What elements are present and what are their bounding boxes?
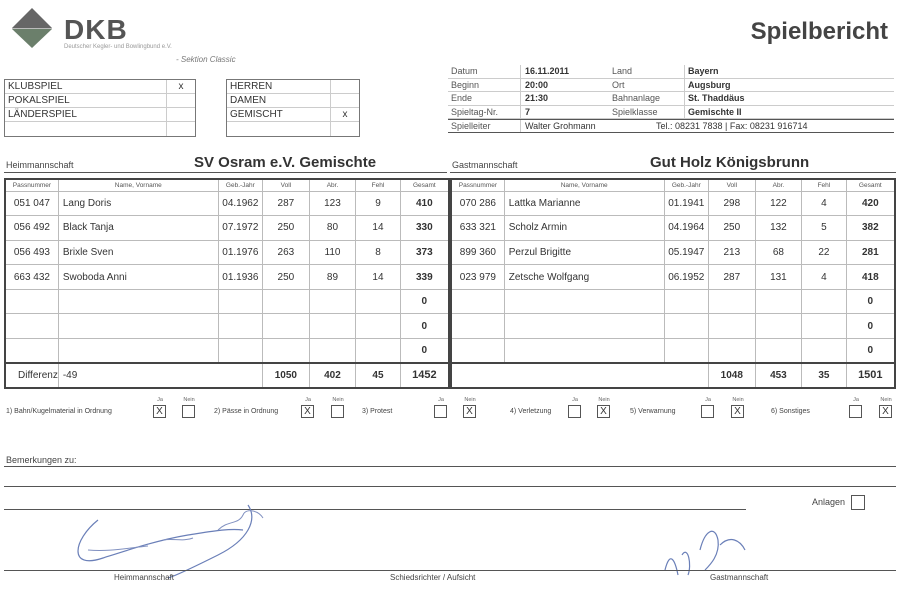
player-born[interactable]: 04.1964 bbox=[664, 216, 708, 241]
game-type-row bbox=[5, 108, 195, 122]
category-mark[interactable] bbox=[331, 94, 359, 107]
game-type-mark[interactable]: x bbox=[178, 81, 184, 92]
info-key: Land bbox=[612, 66, 633, 76]
player-fehl[interactable] bbox=[356, 314, 400, 339]
category-box bbox=[226, 79, 360, 137]
info-row bbox=[448, 92, 894, 106]
game-type-mark[interactable] bbox=[167, 108, 195, 121]
sum-abr: 453 bbox=[755, 363, 802, 388]
column-header: Voll bbox=[263, 179, 310, 191]
info-key: Spielklasse bbox=[612, 106, 658, 117]
info-value: St. Thaddäus bbox=[684, 92, 894, 105]
player-voll[interactable]: 298 bbox=[709, 191, 756, 216]
category-row bbox=[227, 108, 359, 122]
guest-team-name: Gut Holz Königsbrunn bbox=[650, 154, 810, 171]
table-row bbox=[451, 314, 895, 339]
player-voll[interactable] bbox=[263, 339, 310, 364]
info-key: Ende bbox=[451, 93, 473, 103]
attachments-label: Anlagen bbox=[812, 497, 846, 507]
attachments-checkbox[interactable] bbox=[851, 495, 865, 510]
category-row bbox=[227, 122, 359, 136]
player-name[interactable]: Black Tanja bbox=[58, 216, 218, 241]
player-born[interactable] bbox=[218, 314, 262, 339]
player-born[interactable] bbox=[664, 314, 708, 339]
game-type-row bbox=[5, 122, 195, 136]
player-abr[interactable]: 68 bbox=[755, 240, 802, 265]
player-pass[interactable] bbox=[451, 314, 504, 339]
column-header: Name, Vorname bbox=[504, 179, 664, 191]
check-ja-label: Ja bbox=[705, 397, 711, 403]
check-label: 4) Verletzung bbox=[510, 408, 552, 415]
player-fehl[interactable]: 4 bbox=[802, 265, 846, 290]
player-abr[interactable]: 122 bbox=[755, 191, 802, 216]
info-value: Gemischte II bbox=[684, 106, 894, 119]
logo-section: - Sektion Classic bbox=[176, 55, 236, 64]
player-born[interactable]: 07.1972 bbox=[218, 216, 262, 241]
player-abr[interactable]: 89 bbox=[309, 265, 356, 290]
check-nein-checkbox[interactable]: X bbox=[879, 405, 892, 418]
guest-sum-row bbox=[451, 363, 895, 388]
info-row bbox=[448, 106, 894, 120]
category-row bbox=[227, 80, 359, 94]
player-name[interactable] bbox=[58, 314, 218, 339]
remarks-line-2[interactable] bbox=[4, 486, 896, 487]
player-born[interactable]: 01.1936 bbox=[218, 265, 262, 290]
player-fehl[interactable]: 22 bbox=[802, 240, 846, 265]
home-team-label: Heimmannschaft bbox=[6, 160, 74, 170]
player-abr[interactable] bbox=[309, 289, 356, 314]
category-mark[interactable]: x bbox=[342, 109, 348, 120]
player-abr[interactable] bbox=[755, 339, 802, 364]
player-name[interactable] bbox=[504, 339, 664, 364]
referee-signature-label: Schiedsrichter / Aufsicht bbox=[390, 573, 476, 582]
player-total[interactable]: 330 bbox=[400, 216, 449, 241]
column-header: Geb.-Jahr bbox=[218, 179, 262, 191]
player-voll[interactable]: 250 bbox=[263, 216, 310, 241]
player-name[interactable]: Swoboda Anni bbox=[58, 265, 218, 290]
game-type-row bbox=[5, 80, 195, 94]
player-pass[interactable] bbox=[5, 314, 58, 339]
table-row bbox=[5, 216, 449, 241]
player-pass[interactable]: 899 360 bbox=[451, 240, 504, 265]
remarks-label: Bemerkungen zu: bbox=[6, 455, 77, 465]
player-total[interactable]: 373 bbox=[400, 240, 449, 265]
player-abr[interactable]: 80 bbox=[309, 216, 356, 241]
player-total[interactable]: 281 bbox=[846, 240, 895, 265]
player-born[interactable] bbox=[218, 339, 262, 364]
guest-signature-label: Gastmannschaft bbox=[710, 573, 769, 582]
category-row bbox=[227, 94, 359, 108]
player-abr[interactable] bbox=[755, 289, 802, 314]
player-born[interactable]: 05.1947 bbox=[664, 240, 708, 265]
column-header: Gesamt bbox=[846, 179, 895, 191]
player-pass[interactable]: 633 321 bbox=[451, 216, 504, 241]
guest-team-label: Gastmannschaft bbox=[452, 160, 518, 170]
player-total[interactable]: 0 bbox=[846, 289, 895, 314]
info-value: Bayern bbox=[684, 65, 894, 78]
category-label bbox=[227, 122, 331, 136]
home-score-table bbox=[4, 178, 450, 389]
player-voll[interactable]: 287 bbox=[263, 191, 310, 216]
check-nein-checkbox[interactable] bbox=[182, 405, 195, 418]
column-header: Name, Vorname bbox=[58, 179, 218, 191]
player-born[interactable]: 06.1952 bbox=[664, 265, 708, 290]
sum-voll: 1048 bbox=[709, 363, 756, 388]
home-signature bbox=[68, 500, 278, 580]
info-value: Augsburg bbox=[684, 79, 894, 92]
player-born[interactable] bbox=[664, 339, 708, 364]
check-label: 2) Pässe in Ordnung bbox=[214, 408, 279, 415]
sum-total: 1501 bbox=[846, 363, 895, 388]
player-born[interactable] bbox=[664, 289, 708, 314]
category-label: GEMISCHT bbox=[227, 108, 331, 121]
player-fehl[interactable] bbox=[356, 289, 400, 314]
check-nein-label: Nein bbox=[598, 397, 610, 403]
info-row bbox=[448, 79, 894, 93]
check-ja-checkbox[interactable] bbox=[701, 405, 714, 418]
player-abr[interactable] bbox=[755, 314, 802, 339]
player-pass[interactable]: 070 286 bbox=[451, 191, 504, 216]
guest-signature bbox=[660, 520, 760, 580]
check-nein-label: Nein bbox=[880, 397, 892, 403]
check-label: 3) Protest bbox=[362, 408, 393, 415]
player-fehl[interactable]: 5 bbox=[802, 216, 846, 241]
game-type-mark[interactable] bbox=[167, 94, 195, 107]
info-key: Ort bbox=[612, 79, 625, 90]
player-fehl[interactable] bbox=[356, 339, 400, 364]
table-row bbox=[5, 339, 449, 364]
player-name[interactable] bbox=[58, 339, 218, 364]
leader-row bbox=[448, 119, 894, 133]
contact-info: Tel.: 08231 7838 | Fax: 08231 916714 bbox=[656, 121, 808, 131]
game-type-label bbox=[5, 122, 167, 136]
column-header: Voll bbox=[709, 179, 756, 191]
info-key: Beginn bbox=[451, 79, 480, 90]
column-header: Abr. bbox=[309, 179, 356, 191]
check-ja-label: Ja bbox=[572, 397, 578, 403]
player-name[interactable] bbox=[504, 289, 664, 314]
home-signature-label: Heimmannschaft bbox=[114, 573, 175, 582]
game-type-label: POKALSPIEL bbox=[5, 94, 167, 107]
check-label: 6) Sonstiges bbox=[771, 408, 810, 415]
column-header: Fehl bbox=[802, 179, 846, 191]
player-total[interactable]: 418 bbox=[846, 265, 895, 290]
player-pass[interactable]: 663 432 bbox=[5, 265, 58, 290]
player-born[interactable] bbox=[218, 289, 262, 314]
sum-fehl: 35 bbox=[802, 363, 846, 388]
column-header: Geb.-Jahr bbox=[664, 179, 708, 191]
guest-header-row bbox=[451, 179, 895, 191]
player-abr[interactable] bbox=[309, 339, 356, 364]
category-mark[interactable] bbox=[331, 80, 359, 93]
table-row bbox=[451, 216, 895, 241]
player-total[interactable]: 0 bbox=[400, 339, 449, 364]
info-value: 7 bbox=[520, 106, 610, 119]
player-name[interactable] bbox=[58, 289, 218, 314]
info-key: Datum bbox=[451, 66, 478, 76]
category-label: HERREN bbox=[227, 80, 331, 93]
table-row bbox=[451, 339, 895, 364]
leader-name: Walter Grohmann bbox=[520, 120, 610, 132]
table-row bbox=[5, 265, 449, 290]
check-nein-label: Nein bbox=[332, 397, 344, 403]
player-fehl[interactable] bbox=[802, 289, 846, 314]
dkb-logo-icon bbox=[12, 8, 52, 48]
check-nein-checkbox[interactable]: X bbox=[597, 405, 610, 418]
category-label: DAMEN bbox=[227, 94, 331, 107]
player-abr[interactable]: 123 bbox=[309, 191, 356, 216]
table-row bbox=[451, 289, 895, 314]
guest-score-table bbox=[450, 178, 896, 389]
sum-spacer bbox=[451, 363, 709, 388]
check-ja-label: Ja bbox=[305, 397, 311, 403]
check-ja-checkbox[interactable]: X bbox=[301, 405, 314, 418]
player-voll[interactable] bbox=[709, 289, 756, 314]
sum-fehl: 45 bbox=[356, 363, 400, 388]
player-total[interactable]: 0 bbox=[400, 289, 449, 314]
game-type-label: KLUBSPIEL bbox=[5, 80, 167, 93]
check-label: 1) Bahn/Kugelmaterial in Ordnung bbox=[6, 408, 112, 415]
check-ja-label: Ja bbox=[438, 397, 444, 403]
difference-label: Differenz bbox=[5, 363, 58, 388]
home-header-row bbox=[5, 179, 449, 191]
home-team-name: SV Osram e.V. Gemischte bbox=[194, 154, 377, 171]
match-info bbox=[448, 65, 894, 133]
page-title: Spielbericht bbox=[750, 18, 888, 45]
table-row bbox=[5, 240, 449, 265]
divider bbox=[4, 172, 447, 173]
player-voll[interactable] bbox=[709, 314, 756, 339]
player-voll[interactable]: 287 bbox=[709, 265, 756, 290]
info-row bbox=[448, 65, 894, 79]
player-total[interactable]: 410 bbox=[400, 191, 449, 216]
logo-text: DKB bbox=[64, 14, 128, 45]
player-pass[interactable] bbox=[5, 289, 58, 314]
player-abr[interactable]: 110 bbox=[309, 240, 356, 265]
check-nein-label: Nein bbox=[732, 397, 744, 403]
column-header: Passnummer bbox=[451, 179, 504, 191]
sum-abr: 402 bbox=[309, 363, 356, 388]
player-name[interactable]: Lang Doris bbox=[58, 191, 218, 216]
info-value: 16.11.2011 bbox=[520, 65, 610, 78]
check-nein-label: Nein bbox=[183, 397, 195, 403]
player-born[interactable]: 01.1976 bbox=[218, 240, 262, 265]
signature-line bbox=[4, 570, 896, 571]
check-ja-label: Ja bbox=[853, 397, 859, 403]
player-total[interactable]: 0 bbox=[400, 314, 449, 339]
player-pass[interactable]: 051 047 bbox=[5, 191, 58, 216]
player-pass[interactable]: 056 493 bbox=[5, 240, 58, 265]
player-pass[interactable] bbox=[451, 339, 504, 364]
table-row bbox=[451, 240, 895, 265]
table-row bbox=[5, 191, 449, 216]
info-key: Spieltag-Nr. bbox=[451, 106, 499, 117]
player-total[interactable]: 0 bbox=[846, 314, 895, 339]
game-type-label: LÄNDERSPIEL bbox=[5, 108, 167, 121]
info-value: 21:30 bbox=[520, 92, 610, 105]
difference-value: -49 bbox=[58, 363, 262, 388]
player-voll[interactable] bbox=[263, 289, 310, 314]
player-pass[interactable] bbox=[451, 289, 504, 314]
info-value: 20:00 bbox=[520, 79, 610, 92]
player-total[interactable]: 339 bbox=[400, 265, 449, 290]
sum-total: 1452 bbox=[400, 363, 449, 388]
player-total[interactable]: 0 bbox=[846, 339, 895, 364]
leader-label: Spielleiter bbox=[451, 121, 491, 131]
check-nein-checkbox[interactable]: X bbox=[463, 405, 476, 418]
player-fehl[interactable]: 8 bbox=[356, 240, 400, 265]
column-header: Fehl bbox=[356, 179, 400, 191]
column-header: Passnummer bbox=[5, 179, 58, 191]
player-voll[interactable]: 250 bbox=[263, 265, 310, 290]
player-fehl[interactable]: 4 bbox=[802, 191, 846, 216]
home-sum-row bbox=[5, 363, 449, 388]
game-type-mark[interactable] bbox=[167, 122, 195, 136]
player-name[interactable]: Zetsche Wolfgang bbox=[504, 265, 664, 290]
player-abr[interactable] bbox=[309, 314, 356, 339]
player-born[interactable]: 04.1962 bbox=[218, 191, 262, 216]
player-fehl[interactable]: 14 bbox=[356, 265, 400, 290]
player-fehl[interactable] bbox=[802, 339, 846, 364]
table-row bbox=[5, 289, 449, 314]
table-row bbox=[451, 265, 895, 290]
check-nein-label: Nein bbox=[464, 397, 476, 403]
player-name[interactable]: Lattka Marianne bbox=[504, 191, 664, 216]
player-fehl[interactable]: 14 bbox=[356, 216, 400, 241]
check-ja-checkbox[interactable] bbox=[568, 405, 581, 418]
table-row bbox=[451, 191, 895, 216]
player-name[interactable] bbox=[504, 314, 664, 339]
column-header: Abr. bbox=[755, 179, 802, 191]
category-mark[interactable] bbox=[331, 122, 359, 136]
table-row bbox=[5, 314, 449, 339]
info-key: Bahnanlage bbox=[612, 93, 661, 103]
player-pass[interactable]: 056 492 bbox=[5, 216, 58, 241]
check-ja-checkbox[interactable] bbox=[849, 405, 862, 418]
player-voll[interactable] bbox=[263, 314, 310, 339]
divider bbox=[450, 172, 896, 173]
game-type-row bbox=[5, 94, 195, 108]
player-total[interactable]: 420 bbox=[846, 191, 895, 216]
player-name[interactable]: Perzul Brigitte bbox=[504, 240, 664, 265]
player-name[interactable]: Brixle Sven bbox=[58, 240, 218, 265]
remarks-line-1[interactable] bbox=[4, 466, 896, 467]
player-voll[interactable]: 213 bbox=[709, 240, 756, 265]
player-abr[interactable]: 132 bbox=[755, 216, 802, 241]
player-abr[interactable]: 131 bbox=[755, 265, 802, 290]
player-name[interactable]: Scholz Armin bbox=[504, 216, 664, 241]
player-voll[interactable]: 250 bbox=[709, 216, 756, 241]
player-total[interactable]: 382 bbox=[846, 216, 895, 241]
check-ja-checkbox[interactable]: X bbox=[153, 405, 166, 418]
game-type-box bbox=[4, 79, 196, 137]
check-nein-checkbox[interactable] bbox=[331, 405, 344, 418]
check-ja-label: Ja bbox=[157, 397, 163, 403]
player-pass[interactable]: 023 979 bbox=[451, 265, 504, 290]
player-voll[interactable]: 263 bbox=[263, 240, 310, 265]
column-header: Gesamt bbox=[400, 179, 449, 191]
check-label: 5) Verwarnung bbox=[630, 408, 676, 415]
logo-subtitle: Deutscher Kegler- und Bowlingbund e.V. bbox=[64, 44, 172, 50]
check-ja-checkbox[interactable] bbox=[434, 405, 447, 418]
player-voll[interactable] bbox=[709, 339, 756, 364]
player-fehl[interactable]: 9 bbox=[356, 191, 400, 216]
player-pass[interactable] bbox=[5, 339, 58, 364]
sum-voll: 1050 bbox=[263, 363, 310, 388]
player-fehl[interactable] bbox=[802, 314, 846, 339]
player-born[interactable]: 01.1941 bbox=[664, 191, 708, 216]
check-nein-checkbox[interactable]: X bbox=[731, 405, 744, 418]
